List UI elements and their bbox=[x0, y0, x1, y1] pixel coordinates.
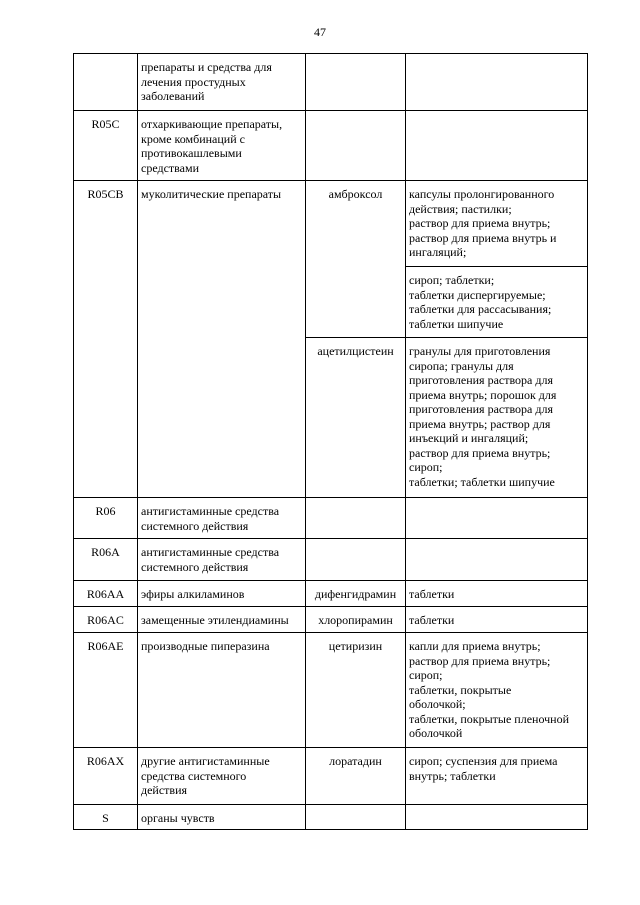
form-cell bbox=[406, 267, 588, 338]
form-line: инъекций и ингаляций; bbox=[409, 431, 529, 445]
form-cell bbox=[406, 748, 588, 805]
inn-cell: амброксол bbox=[306, 181, 406, 338]
atc-code-cell: R06A bbox=[74, 539, 138, 581]
form-line: сироп; суспензия для приема bbox=[409, 754, 558, 768]
form-line: оболочкой; bbox=[409, 697, 466, 711]
form-line: сироп; bbox=[409, 668, 443, 682]
form-line: раствор для приема внутрь; bbox=[409, 216, 551, 230]
atc-code-cell: R06 bbox=[74, 498, 138, 539]
inn-cell bbox=[306, 539, 406, 581]
form-line: сироп; bbox=[409, 460, 443, 474]
form-line: капсулы пролонгированного bbox=[409, 187, 555, 201]
form-line: капли для приема внутрь; bbox=[409, 639, 541, 653]
group-cell bbox=[138, 539, 306, 581]
group-line: антигистаминные средства bbox=[141, 545, 280, 559]
form-line: раствор для приема внутрь; bbox=[409, 653, 551, 668]
group-line: противокашлевыми bbox=[141, 146, 242, 160]
form-line: сироп; таблетки; bbox=[409, 273, 495, 287]
form-line: приема внутрь; раствор для bbox=[409, 416, 551, 431]
form-line: сиропа; гранулы для bbox=[409, 358, 514, 373]
form-line: таблетки диспергируемые; bbox=[409, 287, 546, 302]
form-line: раствор для приема внутрь; bbox=[409, 445, 551, 460]
table-row bbox=[74, 181, 588, 267]
inn-cell bbox=[306, 54, 406, 111]
form-line: приготовления раствора для bbox=[409, 402, 553, 416]
group-cell bbox=[138, 633, 306, 748]
table-row bbox=[74, 111, 588, 181]
group-cell bbox=[138, 54, 306, 111]
form-line: приготовления раствора для bbox=[409, 373, 553, 387]
inn-cell: хлоропирамин bbox=[306, 607, 406, 633]
atc-code-cell: S bbox=[74, 805, 138, 830]
atc-code-cell: R06AE bbox=[74, 633, 138, 748]
form-cell bbox=[406, 539, 588, 581]
table-row bbox=[74, 581, 588, 607]
group-line: кроме комбинаций с bbox=[141, 131, 245, 146]
form-cell bbox=[406, 581, 588, 607]
table-row bbox=[74, 607, 588, 633]
inn-cell: цетиризин bbox=[306, 633, 406, 748]
form-line: гранулы для приготовления bbox=[409, 344, 551, 358]
group-line: отхаркивающие препараты, bbox=[141, 117, 283, 131]
group-line: системного действия bbox=[141, 518, 249, 533]
group-cell bbox=[138, 181, 306, 498]
table-row bbox=[74, 498, 588, 539]
group-cell bbox=[138, 111, 306, 181]
atc-code-cell: R05C bbox=[74, 111, 138, 181]
group-cell bbox=[138, 607, 306, 633]
table-row bbox=[74, 748, 588, 805]
group-cell bbox=[138, 748, 306, 805]
group-line: заболеваний bbox=[141, 89, 205, 103]
atc-code-cell: R06AC bbox=[74, 607, 138, 633]
group-cell bbox=[138, 498, 306, 539]
form-cell bbox=[406, 607, 588, 633]
drug-table bbox=[73, 53, 588, 830]
group-line: производные пиперазина bbox=[141, 639, 270, 653]
form-line: таблетки; таблетки шипучие bbox=[409, 474, 555, 489]
group-cell bbox=[138, 581, 306, 607]
form-line: таблетки шипучие bbox=[409, 316, 504, 331]
atc-code-cell: R06AX bbox=[74, 748, 138, 805]
form-line: оболочкой bbox=[409, 726, 463, 740]
form-line: таблетки bbox=[409, 613, 455, 627]
group-line: другие антигистаминные bbox=[141, 754, 270, 768]
form-cell bbox=[406, 498, 588, 539]
inn-cell bbox=[306, 805, 406, 830]
table-row bbox=[74, 633, 588, 748]
form-line: ингаляций; bbox=[409, 245, 467, 259]
inn-cell: лоратадин bbox=[306, 748, 406, 805]
form-line: таблетки, покрытые bbox=[409, 682, 512, 697]
atc-code-cell: R06AA bbox=[74, 581, 138, 607]
group-line: препараты и средства для bbox=[141, 60, 272, 74]
form-line: раствор для приема внутрь и bbox=[409, 230, 557, 245]
form-cell bbox=[406, 54, 588, 111]
group-line: лечения простудных bbox=[141, 74, 246, 89]
group-line: органы чувств bbox=[141, 811, 215, 825]
form-cell bbox=[406, 338, 588, 498]
inn-cell: ацетилцистеин bbox=[306, 338, 406, 498]
group-line: системного действия bbox=[141, 559, 249, 574]
table-row bbox=[74, 539, 588, 581]
form-line: таблетки для рассасывания; bbox=[409, 302, 552, 316]
atc-code-cell bbox=[74, 54, 138, 111]
group-cell bbox=[138, 805, 306, 830]
group-line: действия bbox=[141, 783, 188, 797]
inn-cell: дифенгидрамин bbox=[306, 581, 406, 607]
form-line: действия; пастилки; bbox=[409, 201, 512, 216]
group-line: антигистаминные средства bbox=[141, 504, 280, 518]
inn-cell bbox=[306, 498, 406, 539]
form-cell bbox=[406, 805, 588, 830]
group-line: муколитические препараты bbox=[141, 187, 282, 201]
form-cell bbox=[406, 633, 588, 748]
table-row bbox=[74, 54, 588, 111]
form-line: внутрь; таблетки bbox=[409, 768, 496, 783]
group-line: средства системного bbox=[141, 768, 247, 783]
atc-code-cell: R05CB bbox=[74, 181, 138, 498]
table-row bbox=[74, 805, 588, 830]
form-cell bbox=[406, 181, 588, 267]
form-cell bbox=[406, 111, 588, 181]
group-line: средствами bbox=[141, 160, 200, 175]
group-line: замещенные этилендиамины bbox=[141, 613, 289, 627]
form-line: таблетки, покрытые пленочной bbox=[409, 711, 570, 726]
group-line: эфиры алкиламинов bbox=[141, 587, 245, 601]
page-number: 47 bbox=[314, 25, 326, 39]
form-line: таблетки bbox=[409, 587, 455, 601]
form-line: приема внутрь; порошок для bbox=[409, 387, 557, 402]
inn-cell bbox=[306, 111, 406, 181]
